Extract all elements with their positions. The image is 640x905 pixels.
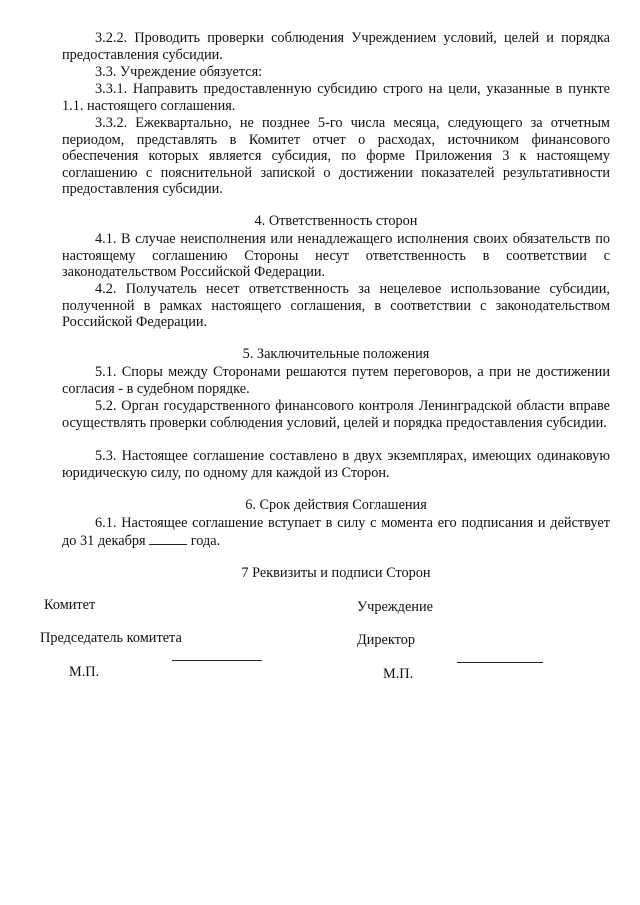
left-party-name: Комитет bbox=[44, 597, 96, 613]
clause-5-1: 5.1. Споры между Сторонами решаются путем переговоров, а при не достижении согласия - в судебном порядке. bbox=[62, 364, 610, 397]
left-signature-line bbox=[172, 660, 262, 661]
left-stamp-mark: М.П. bbox=[69, 664, 100, 680]
clause-3-3: 3.3. Учреждение обязуется: bbox=[95, 64, 263, 80]
clause-5-2: 5.2. Орган государственного финансового контроля Ленинградской области вправе осуществлять проверки соблюдения условий, целей и порядка предоставления субсидии. bbox=[62, 398, 610, 431]
section-5-heading: 5. Заключительные положения bbox=[242, 346, 430, 362]
right-stamp-mark: М.П. bbox=[383, 666, 414, 682]
section-4-heading: 4. Ответственность сторон bbox=[254, 213, 418, 229]
clause-3-3-2: 3.3.2. Ежеквартально, не позднее 5-го числа месяца, следующего за отчетным периодом, представлять в Комитет отчет о расходах, источником финансового обеспечения которых является субсидия, по форме Приложения 3 к настоящему соглашению с пояснительной запиской о достижении показателей результативности предоставления субсидии. bbox=[62, 115, 610, 198]
right-signature-line bbox=[457, 662, 543, 663]
clause-3-3-1: 3.3.1. Направить предоставленную субсидию строго на цели, указанные в пункте 1.1. настоящего соглашения. bbox=[62, 81, 610, 114]
clause-6-1-text: 6.1. Настоящее соглашение вступает в силу с момента его подписания и действует до 31 декабря bbox=[62, 515, 610, 549]
left-signatory-role: Председатель комитета bbox=[40, 630, 182, 646]
clause-4-2: 4.2. Получатель несет ответственность за нецелевое использование субсидии, полученной в рамках настоящего соглашения, в соответствии с законодательством Российской Федерации. bbox=[62, 281, 610, 331]
right-party-name: Учреждение bbox=[357, 599, 433, 615]
clause-3-2-2: 3.2.2. Проводить проверки соблюдения Учреждением условий, целей и порядка предоставления субсидии. bbox=[62, 30, 610, 63]
section-6-heading: 6. Срок действия Соглашения bbox=[245, 497, 427, 513]
clause-6-1 bbox=[62, 515, 610, 549]
section-7-heading: 7 Реквизиты и подписи Сторон bbox=[241, 565, 431, 581]
year-blank-line bbox=[149, 532, 187, 545]
clause-5-3: 5.3. Настоящее соглашение составлено в двух экземплярах, имеющих одинаковую юридическую силу, по одному для каждой из Сторон. bbox=[62, 448, 610, 481]
right-signatory-role: Директор bbox=[357, 632, 416, 648]
clause-4-1: 4.1. В случае неисполнения или ненадлежащего исполнения своих обязательств по настоящему соглашению Стороны несут ответственность в соответствии с законодательством Российской Федерации. bbox=[62, 231, 610, 281]
clause-6-1-end: года. bbox=[190, 532, 221, 549]
